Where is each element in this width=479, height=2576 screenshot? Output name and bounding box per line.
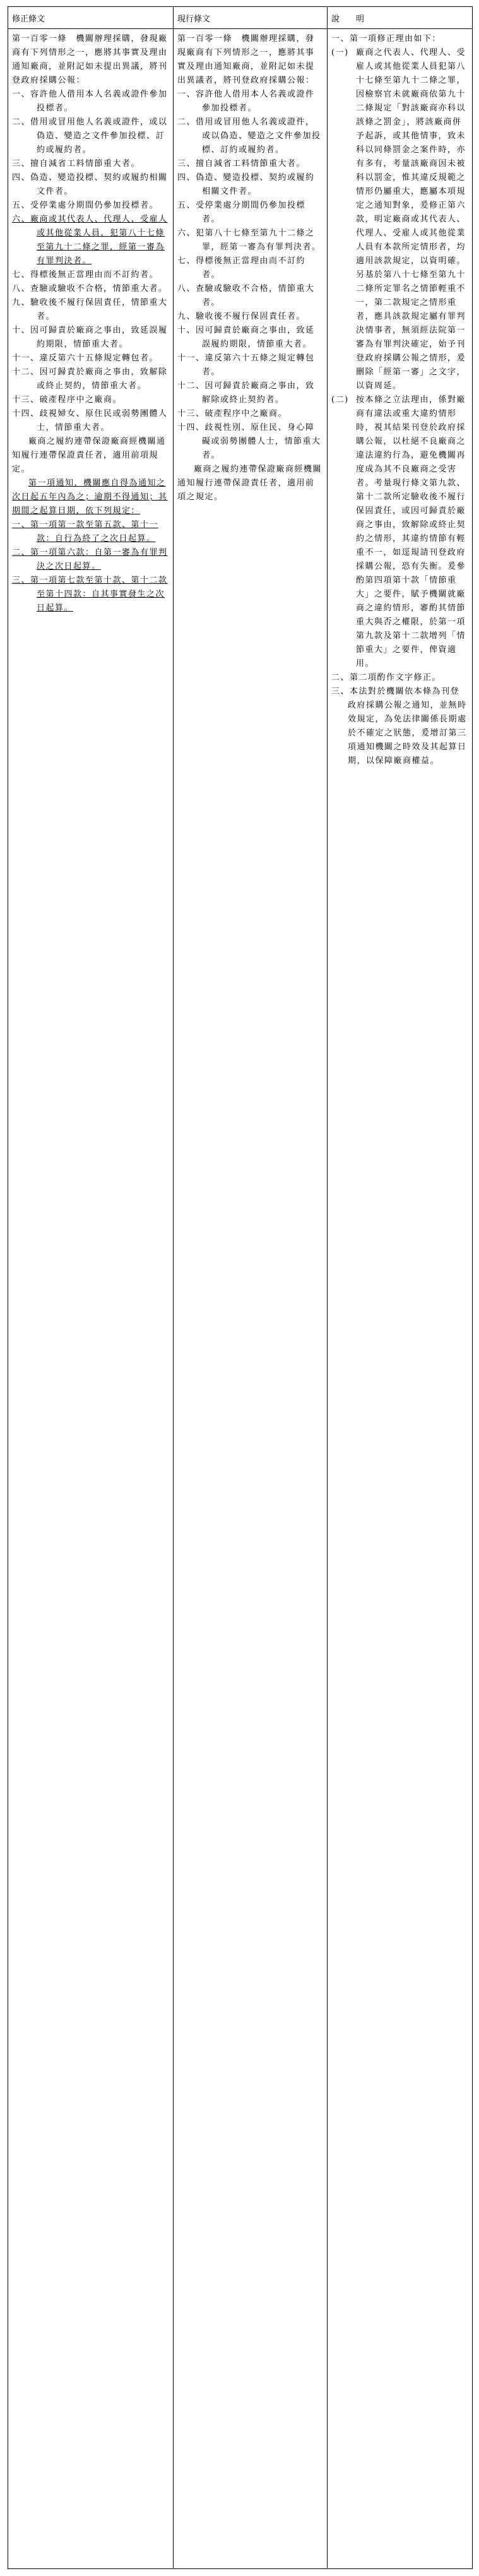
current-item: 十一、違反第六十五條之規定轉包者。 (177, 353, 315, 377)
current-item: 二、借用或冒用他人名義或證件，或以偽造、變造之文件參加投標、訂約或履約者。 (177, 117, 321, 155)
amended-item: 三、擅自減省工料情節重大者。 (12, 159, 141, 169)
explanation-note-1: 一、第一項修正理由如下： (331, 34, 442, 44)
current-item: 八、查驗或驗收不合格，情節重大者。 (177, 284, 315, 307)
header-row (8, 7, 473, 29)
current-intro: 第一百零一條 機關辦理採購，發現廠商有下列情形之一，應將其事實及理由通知廠商，並附記如未提出異議者，將刊登政府採購公報： (177, 34, 315, 85)
amended-sub-item: 二、第一項第六款：自第一審為有罪判決之次日起算。 (12, 548, 168, 571)
amended-item: 七、得標後無正當理由而不訂約者。 (12, 270, 159, 280)
current-item: 十三、破產程序中之廠商。 (177, 409, 288, 418)
current-item: 十二、因可歸責於廠商之事由，致解除或終止契約者。 (177, 381, 315, 405)
amended-item: 九、驗收後不履行保固責任，情節重大者。 (12, 298, 168, 321)
current-item: 四、偽造、變造投標、契約或履約相關文件者。 (177, 173, 315, 196)
amended-paragraph-2: 廠商之履約連帶保證廠商經機關通知履行連帶保證責任者，適用前項規定。 (12, 437, 166, 474)
amended-item: 二、借用或冒用他人名義或證件，或以偽造、變造之文件參加投標、訂約或履約者。 (12, 117, 168, 155)
current-item: 十四、歧視性別、原住民、身心障礙或弱勢團體人士，情節重大者。 (177, 423, 321, 460)
current-item: 七、得標後無正當理由而不訂約者。 (177, 256, 306, 280)
amended-item: 十二、因可歸責於廠商之事由，致解除或終止契約，情節重大者。 (12, 367, 168, 391)
amended-item: 十四、歧視婦女、原住民或弱勢團體人士，情節重大者。 (12, 409, 168, 432)
current-item: 十、因可歸責於廠商之事由，致延誤履約期限，情節重大者。 (177, 326, 315, 349)
header-explanation: 說 明 (328, 7, 473, 29)
header-amended: 修正條文 (8, 7, 174, 29)
comparison-table-wrapper (8, 6, 472, 2569)
current-item: 九、驗收後不履行保固責任者。 (177, 312, 306, 321)
amended-item-changed: 六、廠商或其代表人、代理人、受雇人或其他從業人員，犯第八十七條至第九十二條之罪，經第一審為有罪判決者。 (12, 215, 168, 266)
content-row (8, 29, 473, 2569)
amended-sub-item: 一、第一項第一款至第五款、第十一款：自行為終了之次日起算。 (12, 520, 159, 543)
amended-item: 五、受停業處分期間仍參加投標者。 (12, 201, 159, 210)
explanation-para-2-text: 按本條之立法理由，係對廠商有違法或重大違約情形時，視其結果刊登於政府採購公報，以杜絕不良廠商之違法違約行為，避免機關再度成為其不良廠商之受害者。考量現行條文第九款、第十二款所定驗收後不履行保固責任，或因可歸責於廠商之事由，致解除或終止契約之情形，其違約情節有輕重不一，如逕規請刊登政府採購公報，恐有失衡。爰參酌第四項第十款「情節重大」之要件，賦予機關就廠商之違約情形，審酌其情節重大與否之權限，於第一項第九款及第十二款增列「情節重大」之要件，俾資適用。 (356, 395, 466, 668)
explanation-para-1 (331, 46, 468, 393)
explanation-note-3: 三、本法對於機關依本條為刊登政府採購公報之通知，並無時效規定，為免法律關係長期處於不確定之狀態，爰增訂第三項通知機關之時效及其起算日期，以保障廠商權益。 (331, 687, 467, 766)
amended-cell (8, 29, 174, 2569)
current-item: 一、容許他人借用本人名義或證件參加投標者。 (177, 90, 315, 113)
amended-paragraph-3: 第一項通知，機關應自得為通知之次日起五年內為之；逾期不得通知；其期間之起算日期，依下列規定： (12, 478, 168, 516)
amended-item: 十三、破產程序中之廠商。 (12, 395, 122, 405)
explanation-para-1-label: (一) (331, 48, 349, 57)
explanation-para-2-label: (二) (331, 395, 349, 405)
amended-item: 十一、違反第六十五條規定轉包者。 (12, 353, 159, 363)
amended-item: 十、因可歸責於廠商之事由，致延誤履約期限，情節重大者。 (12, 326, 168, 349)
current-item: 五、受停業處分期間仍參加投標者。 (177, 201, 306, 224)
amended-item: 一、容許他人借用本人名義或證件參加投標者。 (12, 90, 168, 113)
amended-item: 四、偽造、變造投標、契約或履約相關文件者。 (12, 173, 168, 196)
amended-item: 八、查驗或驗收不合格，情節重大者。 (12, 284, 168, 294)
comparison-table (8, 6, 473, 2569)
current-item: 三、擅自減省工料情節重大者。 (177, 159, 306, 169)
explanation-para-1-text: 廠商之代表人、代理人、受雇人或其他從業人員犯第八十七條至第九十二條之罪，因檢察官未就廠商依第九十二條規定「對該廠商亦科以該條之罰金」，將該廠商併予起訴，或其他情事，致未科以同條罰金之案件時，亦有多有，考量該廠商因未被科以罰金，惟其違反規範之情形仍屬重大，應屬本項規定之通知對象，爰修正第六款，明定廠商或其代表人、代理人、受雇人或其他從業人員有本款所定情形者，均適用該款規定，以資明確。另基於第八十七條至第九十二條所定罪名之情節輕重不一，第二款規定之情形重者，應具該款規定屬有罪判決情事者，無須經法院第一審為有罪判決確定，始予刊登政府採購公報之情形，爰刪除「經第一審」之文字，以資周延。 (356, 48, 466, 391)
explanation-cell (328, 29, 473, 2569)
current-paragraph-2: 廠商之履約連帶保證廠商經機關通知履行連帶保證責任者，適用前項之規定。 (177, 465, 322, 502)
explanation-para-2 (331, 393, 468, 671)
amended-sub-item: 三、第一項第七款至第十款、第十二款至第十四款：自其事實發生之次日起算。 (12, 576, 168, 613)
explanation-note-2: 二、第二項酌作文字修正。 (331, 673, 442, 682)
header-current: 現行條文 (174, 7, 328, 29)
current-cell (174, 29, 328, 2569)
amended-intro: 第一百零一條 機關辦理採購，發現廠商有下列情形之一，應將其事實及理由通知廠商，並附記如未提出異議，將刊登政府採購公報： (12, 34, 168, 85)
current-item: 六、犯第八十七條至第九十二條之罪，經第一審為有罪判決者。 (177, 229, 321, 252)
